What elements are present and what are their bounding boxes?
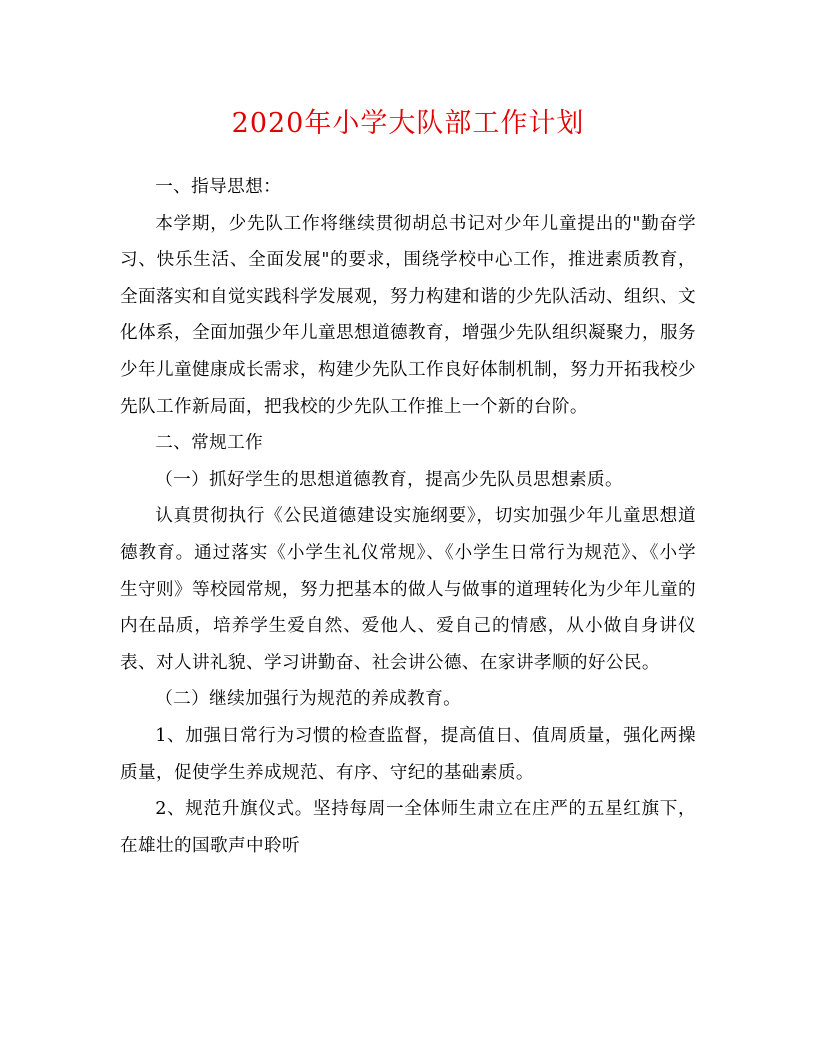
paragraph-guiding-ideology: 本学期，少先队工作将继续贯彻胡总书记对少年儿童提出的"勤奋学习、快乐生活、全面发展"的要求，围绕学校中心工作，推进素质教育，全面落实和自觉实践科学发展观，努力构建和谐的少先队活动、组织、文化体系，全面加强少年儿童思想道德教育，增强少先队组织凝聚力，服务少年儿童健康成长需求，构建少先队工作良好体制机制，努力开拓我校少先队工作新局面，把我校的少先队工作推上一个新的台阶。 xyxy=(120,213,696,417)
document-title: 2020年小学大队部工作计划 xyxy=(231,108,585,139)
document-body xyxy=(120,169,696,864)
list-item-daily-habits: 1、加强日常行为习惯的检查监督，提高值日、值周质量，强化两操质量，促使学生养成规范、有序、守纪的基础素质。 xyxy=(120,725,696,783)
list-item-flag-ceremony: 2、规范升旗仪式。坚持每周一全体师生肃立在庄严的五星红旗下，在雄壮的国歌声中聆听 xyxy=(120,799,696,856)
paragraph-moral-education: 认真贯彻执行《公民道德建设实施纲要》，切实加强少年儿童思想道德教育。通过落实《小学生礼仪常规》、《小学生日常行为规范》、《小学生守则》等校园常规，努力把基本的做人与做事的道理转化为少年儿童的内在品质，培养学生爱自然、爱他人、爱自己的情感，从小做自身讲仪表、对人讲礼貌、学习讲勤奋、社会讲公德、在家讲孝顺的好公民。 xyxy=(120,506,696,673)
subheading-moral-education: （一）抓好学生的思想道德教育，提高少先队员思想素质。 xyxy=(155,469,624,490)
subheading-behavior-norms: （二）继续加强行为规范的养成教育。 xyxy=(155,689,462,710)
section-heading-guiding-ideology: 一、指导思想： xyxy=(155,177,282,197)
section-heading-routine-work: 二、常规工作 xyxy=(155,433,264,454)
